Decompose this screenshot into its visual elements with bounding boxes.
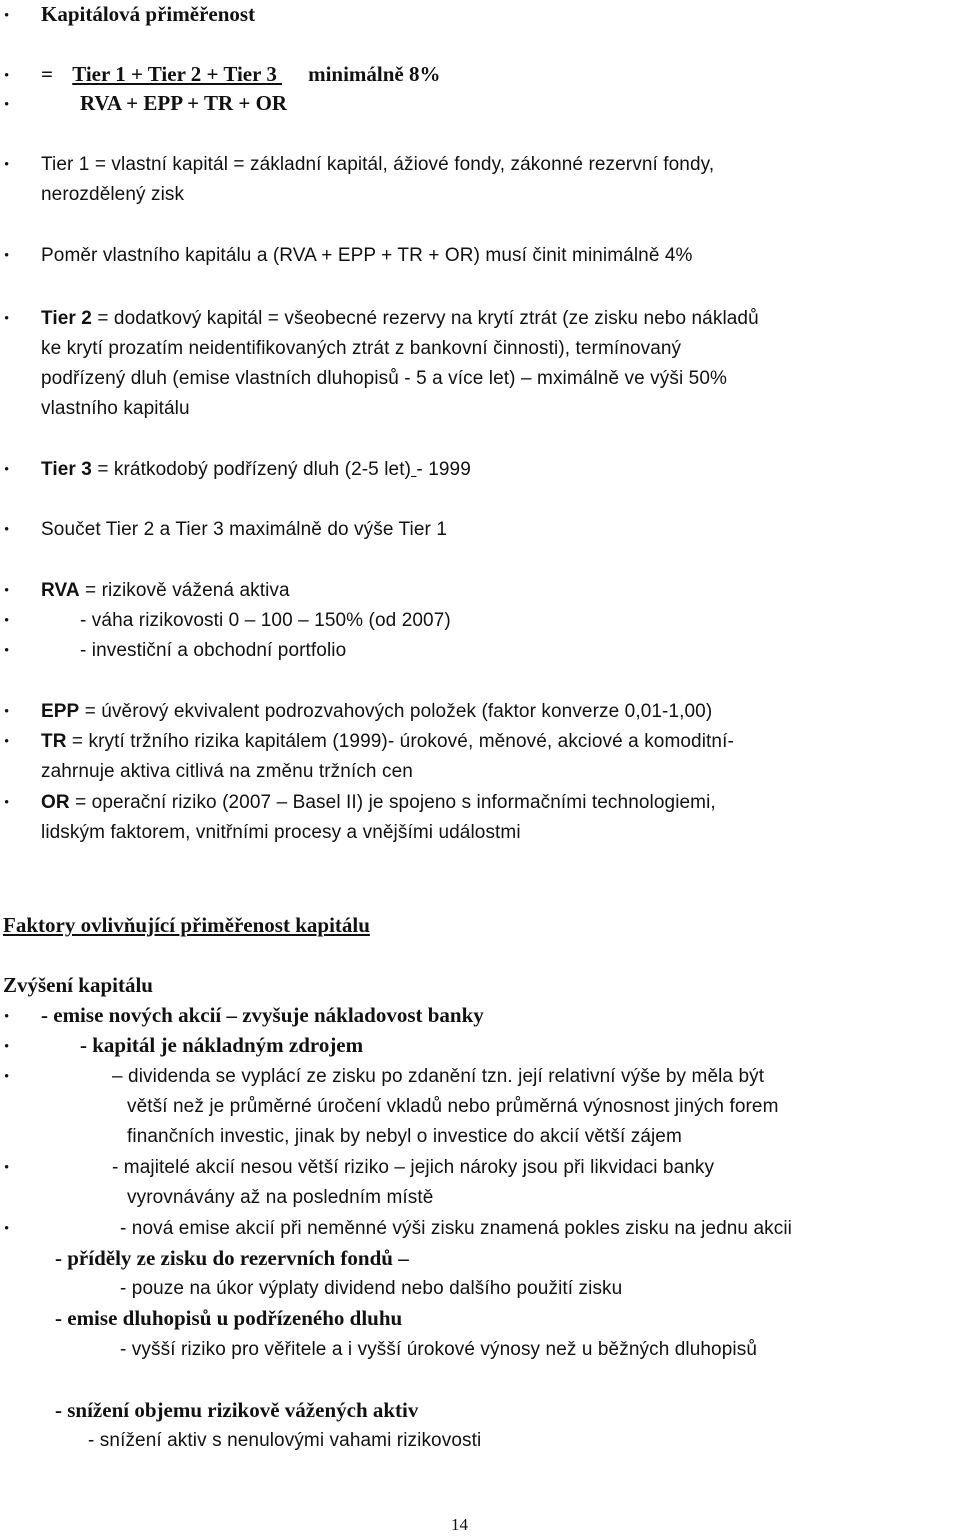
text-line: nerozdělený zisk <box>41 184 185 205</box>
heading-capital-adequacy: Kapitálová přiměřenost <box>41 2 256 26</box>
page-number: 14 <box>451 1515 468 1534</box>
term-tr: TR <box>41 731 67 752</box>
text-line: vlastního kapitálu <box>41 398 190 419</box>
text-line: - váha rizikovosti 0 – 100 – 150% (od 2007) <box>80 610 451 631</box>
formula-equals: = <box>41 62 59 86</box>
text-line <box>41 732 734 751</box>
bullet: • <box>4 522 10 538</box>
term-tier2: Tier 2 <box>41 308 92 329</box>
formula-tiers: Tier 1 + Tier 2 + Tier 3 <box>72 62 283 86</box>
bullet: • <box>4 1069 10 1085</box>
bullet: • <box>4 1009 10 1025</box>
text-line: Poměr vlastního kapitálu a (RVA + EPP + TR + OR) musí činit minimálně 4% <box>41 245 693 266</box>
text-line: - snížení aktiv s nenulovými vahami rizikovosti <box>88 1430 482 1451</box>
bullet: • <box>4 157 10 173</box>
text-line: – dividenda se vyplácí ze zisku po zdanění tzn. její relativní výše by měla být <box>112 1066 765 1087</box>
text-line: - pouze na úkor výplaty dividend nebo dalšího použití zisku <box>120 1278 623 1299</box>
term-or: OR <box>41 792 70 813</box>
formula-minimum: minimálně 8% <box>308 62 441 86</box>
text-span: = úvěrový ekvivalent podrozvahových položek (faktor konverze 0,01-1,00) <box>79 701 713 722</box>
text-line <box>41 309 759 328</box>
text-line: podřízený dluh (emise vlastních dluhopisů - 5 a více let) – mximálně ve výši 50% <box>41 368 727 389</box>
bullet: • <box>4 68 10 84</box>
text-line: Tier 1 = vlastní kapitál = základní kapitál, ážiové fondy, zákonné rezervní fondy, <box>41 154 715 175</box>
bullet: • <box>4 1039 10 1055</box>
text-line: - kapitál je nákladným zdrojem <box>80 1033 364 1057</box>
text-line: - příděly ze zisku do rezervních fondů – <box>55 1246 409 1270</box>
text-line: - emise dluhopisů u podřízeného dluhu <box>55 1306 403 1330</box>
text-line: finančních investic, jinak by nebyl o investice do akcií větší zájem <box>127 1126 682 1147</box>
bullet: • <box>4 613 10 629</box>
bullet: • <box>4 583 10 599</box>
bullet: • <box>4 795 10 811</box>
text-span: - 1999 <box>416 459 471 480</box>
bullet: • <box>4 248 10 264</box>
text-line: - emise nových akcií – zvyšuje nákladovost banky <box>41 1003 484 1027</box>
text-line <box>41 460 471 479</box>
bullet: • <box>4 1160 10 1176</box>
subheading-capital-increase: Zvýšení kapitálu <box>3 973 153 997</box>
text-span: = krátkodobý podřízený dluh (2-5 let) <box>91 459 412 480</box>
bullet: • <box>4 643 10 659</box>
bullet: • <box>4 311 10 327</box>
text-line: Součet Tier 2 a Tier 3 maximálně do výše Tier 1 <box>41 519 447 540</box>
text-line <box>41 581 290 600</box>
formula-denominator: RVA + EPP + TR + OR <box>80 91 288 115</box>
text-line: větší než je průměrné úročení vkladů nebo průměrná výnosnost jiných forem <box>127 1096 779 1117</box>
text-line <box>41 793 716 812</box>
term-epp: EPP <box>41 701 80 722</box>
text-line <box>41 702 712 721</box>
bullet: • <box>4 462 10 478</box>
text-line: - vyšší riziko pro věřitele a i vyšší úrokové výnosy než u běžných dluhopisů <box>120 1339 757 1360</box>
formula-numerator <box>41 64 441 85</box>
bullet: • <box>4 97 10 113</box>
text-span: = dodatkový kapitál = všeobecné rezervy na krytí ztrát (ze zisku nebo nákladů <box>91 308 759 329</box>
text-span: = krytí tržního rizika kapitálem (1999)- úrokové, měnové, akciové a komoditní- <box>66 731 734 752</box>
bullet: • <box>4 8 10 24</box>
text-line: vyrovnávány až na posledním místě <box>127 1187 434 1208</box>
text-span: = operační riziko (2007 – Basel II) je spojeno s informačními technologiemi, <box>69 792 716 813</box>
bullet: • <box>4 704 10 720</box>
term-tier3: Tier 3 <box>41 459 92 480</box>
term-rva: RVA <box>41 580 80 601</box>
text-line: - nová emise akcií při neměnné výši zisku znamená pokles zisku na jednu akcii <box>120 1218 792 1239</box>
section-heading-factors: Faktory ovlivňující přiměřenost kapitálu <box>3 913 370 937</box>
text-line: ke krytí prozatím neidentifikovaných ztrát z bankovní činnosti), termínovaný <box>41 338 682 359</box>
text-line: - majitelé akcií nesou větší riziko – jejich nároky jsou při likvidaci banky <box>112 1157 715 1178</box>
bullet: • <box>4 1221 10 1237</box>
text-line: - snížení objemu rizikově vážených aktiv <box>55 1398 419 1422</box>
text-line: zahrnuje aktiva citlivá na změnu tržních cen <box>41 761 413 782</box>
text-line: - investiční a obchodní portfolio <box>80 640 347 661</box>
text-line: lidským faktorem, vnitřními procesy a vnějšími událostmi <box>41 822 521 843</box>
text-span: = rizikově vážená aktiva <box>79 580 290 601</box>
bullet: • <box>4 734 10 750</box>
